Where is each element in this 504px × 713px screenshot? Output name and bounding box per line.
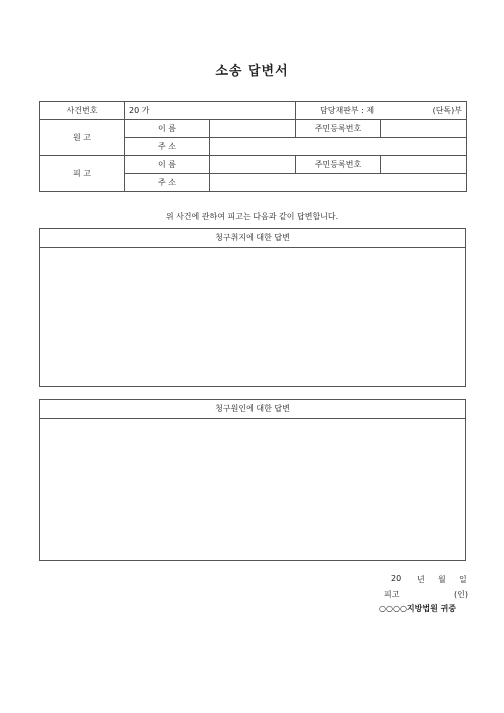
claim-cause-answer-box	[39, 399, 466, 561]
claim-purpose-answer-header: 청구취지에 대한 답변	[40, 229, 465, 248]
claim-purpose-answer-box	[39, 228, 466, 387]
case-info-table	[39, 101, 467, 192]
seal-mark: (인)	[454, 590, 468, 599]
defendant-name-label: 이 름	[125, 156, 210, 174]
answer-statement: 위 사건에 관하여 피고는 다음과 같이 답변합니다.	[165, 212, 339, 221]
defendant-id-field[interactable]	[381, 156, 467, 174]
case-number-value[interactable]: 20 가	[125, 102, 296, 120]
plaintiff-name-label: 이 름	[125, 120, 210, 138]
date-year-prefix: 20	[391, 574, 402, 583]
defendant-name-field[interactable]	[210, 156, 296, 174]
date-day-label: 일	[459, 575, 467, 584]
date-year-label: 년	[417, 575, 425, 584]
plaintiff-id-label: 주민등록번호	[296, 120, 381, 138]
plaintiff-address-field[interactable]	[210, 138, 467, 156]
plaintiff-name-field[interactable]	[210, 120, 296, 138]
plaintiff-address-label: 주 소	[125, 138, 210, 156]
case-number-label: 사건번호	[40, 102, 125, 120]
date-month-label: 월	[438, 575, 446, 584]
defendant-address-label: 주 소	[125, 174, 210, 192]
court-division-suffix: (단독)부	[432, 106, 463, 115]
court-division-label: 담당재판부 : 제	[320, 106, 375, 115]
claim-cause-answer-area[interactable]	[40, 419, 465, 560]
defendant-id-label: 주민등록번호	[296, 156, 381, 174]
plaintiff-id-field[interactable]	[381, 120, 467, 138]
court-division-cell	[296, 102, 467, 120]
court-addressee: ○○○○지방법원 귀중	[379, 604, 457, 613]
plaintiff-label: 원 고	[40, 120, 125, 156]
document-title: 소송 답변서	[215, 64, 289, 79]
defendant-label: 피 고	[40, 156, 125, 192]
defendant-address-field[interactable]	[210, 174, 467, 192]
claim-purpose-answer-area[interactable]	[40, 248, 465, 386]
claim-cause-answer-header: 청구원인에 대한 답변	[40, 400, 465, 419]
defendant-sign-label: 피고	[384, 590, 400, 599]
